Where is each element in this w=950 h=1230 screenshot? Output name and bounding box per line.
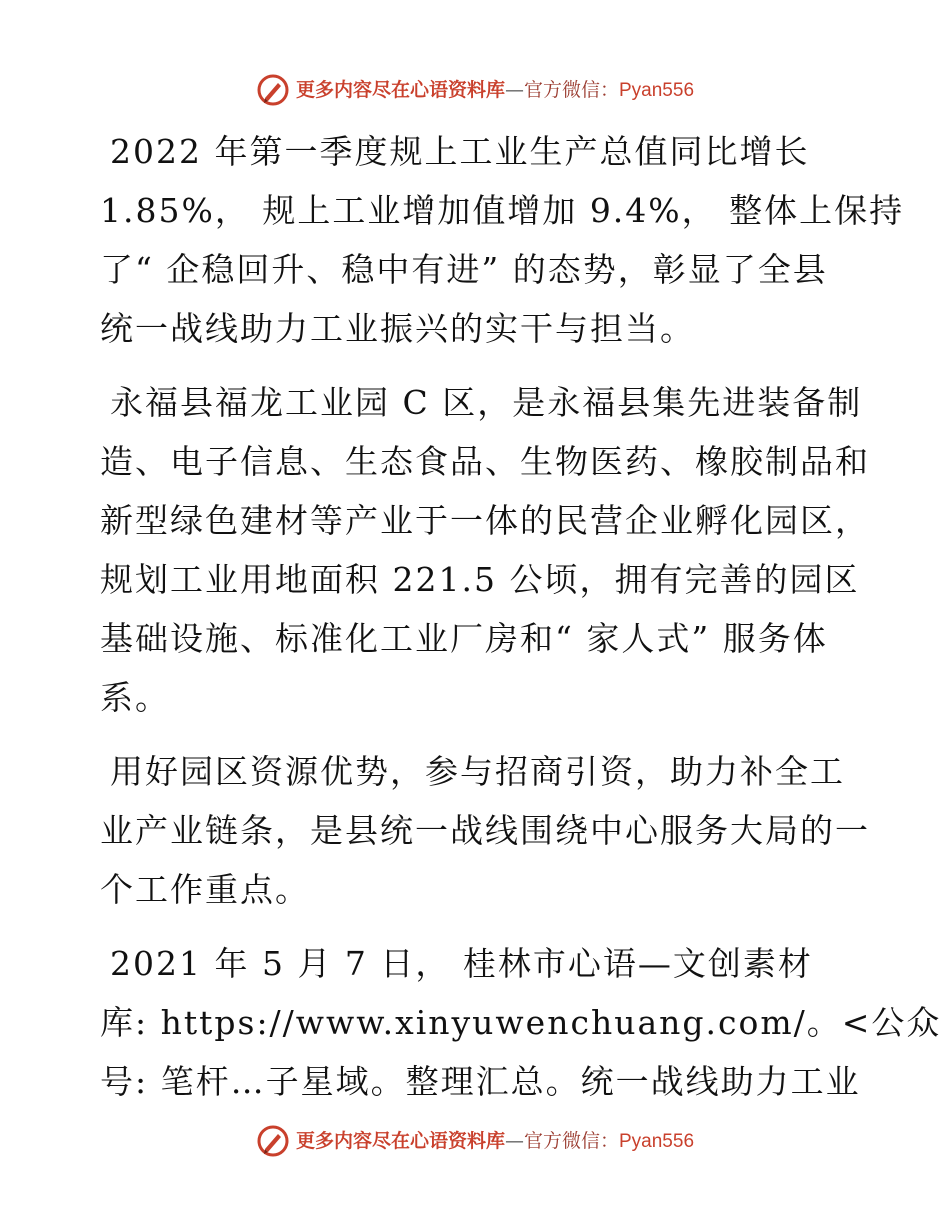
watermark-label: 官方微信：: [523, 1129, 619, 1152]
text-line: 基础设施、标准化工业厂房和“ 家人式” 服务体: [100, 619, 828, 658]
text-line: 2021 年 5 月 7 日， 桂林市心语—文创素材: [110, 944, 813, 983]
footer-watermark: [0, 1121, 950, 1161]
text-line: 新型绿色建材等产业于一体的民营企业孵化园区，: [100, 501, 870, 540]
watermark-wechat-id: Pyan556: [619, 1130, 695, 1152]
text-line: 造、电子信息、生态食品、生物医药、橡胶制品和: [100, 442, 870, 481]
text-line: 2022 年第一季度规上工业生产总值同比增长: [110, 132, 810, 171]
watermark-dash: —: [504, 1129, 524, 1152]
paragraph-2: [100, 373, 870, 727]
text-line: 1.85%， 规上工业增加值增加 9.4%， 整体上保持: [100, 191, 905, 230]
text-line: 业产业链条，是县统一战线围绕中心服务大局的一: [100, 811, 870, 850]
watermark-wechat-id: Pyan556: [619, 79, 695, 101]
text-line: 了“ 企稳回升、稳中有进” 的态势，彰显了全县: [100, 250, 828, 289]
watermark-label: 官方微信：: [523, 78, 619, 101]
text-line: 库: https://www.xinyuwenchuang.com/。<公众: [100, 1003, 942, 1042]
text-line: 系。: [100, 678, 170, 717]
paragraph-3: [100, 742, 870, 919]
header-watermark: [0, 70, 950, 110]
watermark-main-text: 更多内容尽在心语资料库: [295, 78, 505, 101]
pen-logo-icon: [256, 73, 290, 107]
pen-logo-icon: [256, 1124, 290, 1158]
text-line: 规划工业用地面积 221.5 公顷，拥有完善的园区: [100, 560, 860, 599]
paragraph-1: [100, 122, 905, 358]
text-line: 用好园区资源优势，参与招商引资，助力补全工: [110, 752, 845, 791]
paragraph-4: [100, 934, 942, 1111]
text-line: 个工作重点。: [100, 870, 310, 909]
watermark-dash: —: [504, 78, 524, 101]
text-line: 号: 笔杆…子星域。整理汇总。统一战线助力工业: [100, 1062, 861, 1101]
text-line: 永福县福龙工业园 C 区，是永福县集先进装备制: [110, 383, 863, 422]
watermark-main-text: 更多内容尽在心语资料库: [295, 1129, 505, 1152]
text-line: 统一战线助力工业振兴的实干与担当。: [100, 309, 695, 348]
document-body: [100, 122, 942, 1126]
